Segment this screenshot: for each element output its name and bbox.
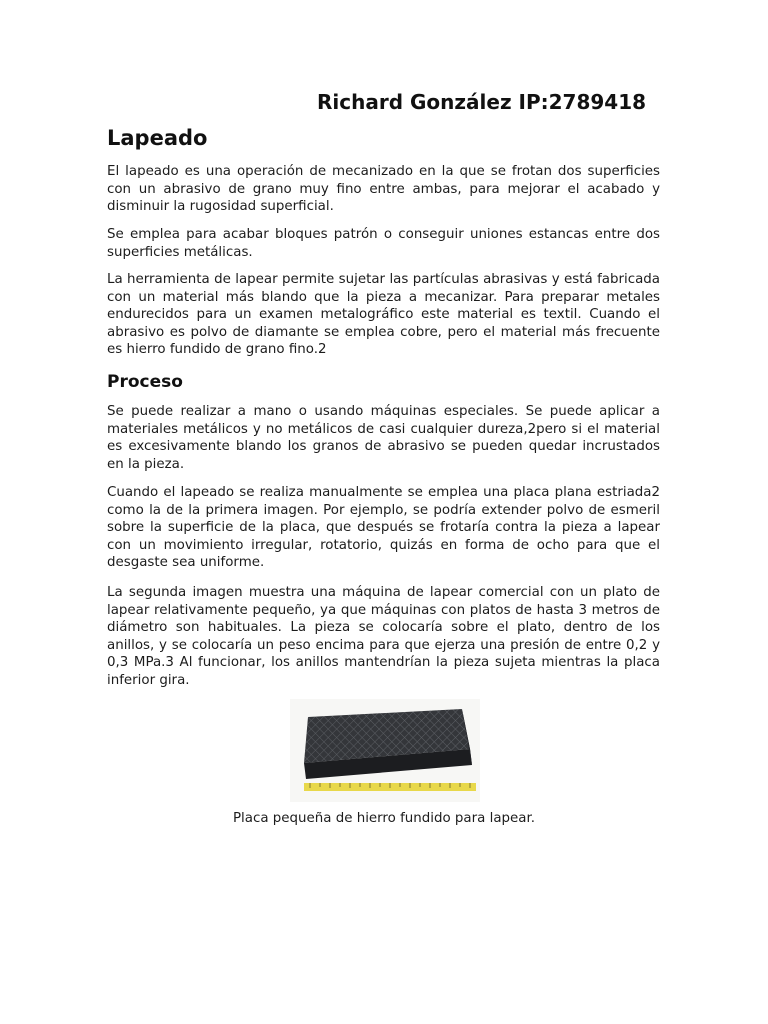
paragraph-intro: El lapeado es una operación de mecanizado en la que se frotan dos superficies con un abrasivo de grano muy fino entre ambas, para mejorar el acabado y disminuir la rugosidad superficial. (107, 164, 660, 215)
lapping-plate-illustration (290, 699, 480, 802)
section-title-proceso: Proceso (107, 372, 183, 392)
paragraph-process-2: Cuando el lapeado se realiza manualmente se emplea una placa plana estriada2 como la de la primera imagen. Por ejemplo, se podría extender polvo de esmeril sobre la superficie de la placa, que después se frotaría contra la pieza a lapear con un movimiento irregular, rotatorio, quizás en forma de ocho para que el desgaste sea uniforme. (107, 485, 660, 571)
lapping-plate-image (290, 699, 480, 802)
figure-caption: Placa pequeña de hierro fundido para lapear. (232, 811, 536, 826)
author-header: Richard González IP:2789418 (317, 90, 647, 114)
section-title-lapeado: Lapeado (107, 126, 208, 150)
paragraph-tool: La herramienta de lapear permite sujetar las partículas abrasivas y está fabricada con un material más blando que la pieza a mecanizar. Para preparar metales endurecidos para un examen metalográfico este material es textil. Cuando el abrasivo es polvo de diamante se emplea cobre, pero el material más frecuente es hierro fundido de grano fino.2 (107, 272, 660, 358)
paragraph-process-1: Se puede realizar a mano o usando máquinas especiales. Se puede aplicar a materiales metálicos y no metálicos de casi cualquier dureza,2pero si el material es excesivamente blando los granos de abrasivo se pueden quedar incrustados en la pieza. (107, 404, 660, 472)
paragraph-uses: Se emplea para acabar bloques patrón o conseguir uniones estancas entre dos superficies metálicas. (107, 227, 660, 260)
paragraph-process-3: La segunda imagen muestra una máquina de lapear comercial con un plato de lapear relativamente pequeño, ya que máquinas con platos de hasta 3 metros de diámetro son habituales. La pieza se colocaría sobre el plato, dentro de los anillos, y se colocaría un peso encima para que ejerza una presión de entre 0,2 y 0,3 MPa.3 Al funcionar, los anillos mantendrían la pieza sujeta mientras la placa inferior gira. (107, 585, 660, 688)
